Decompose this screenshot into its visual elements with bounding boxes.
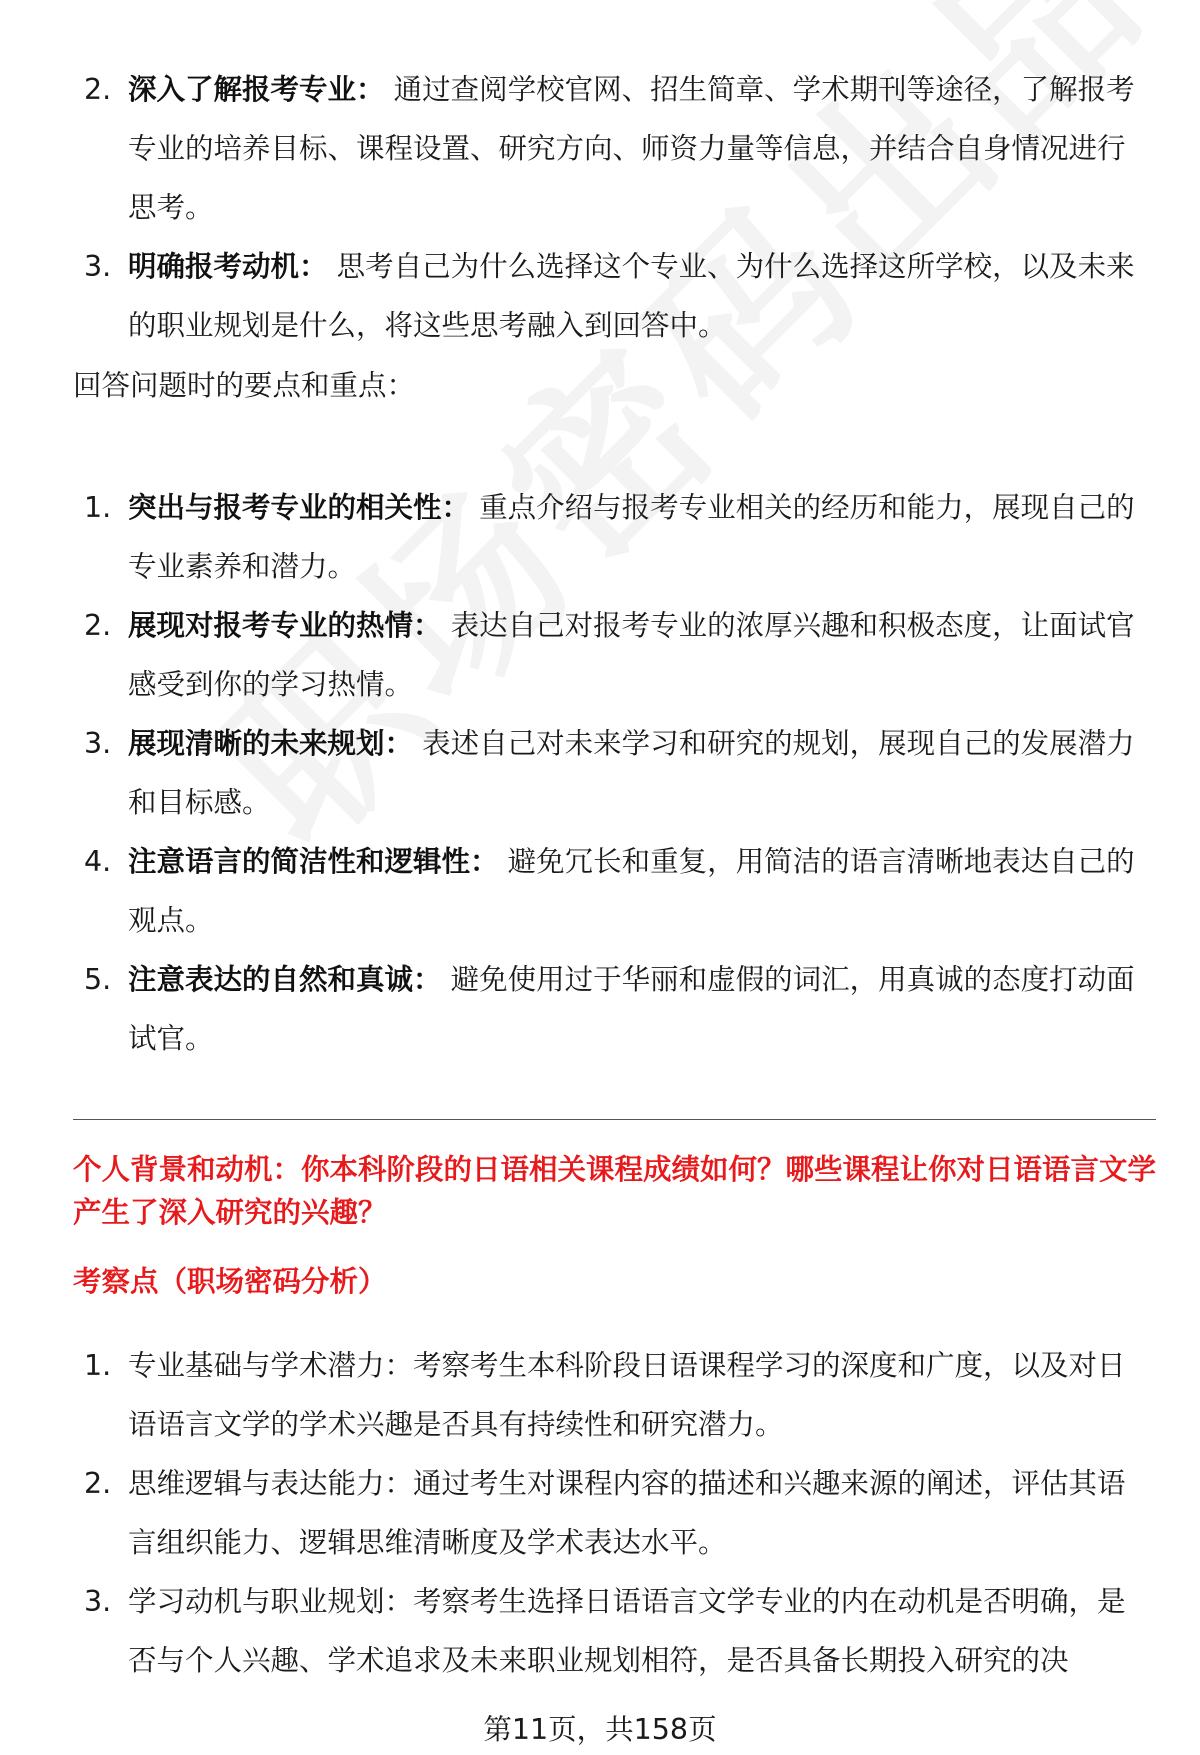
- section-heading: 回答问题时的要点和重点：: [73, 369, 416, 402]
- list-number: 1.: [84, 1349, 112, 1382]
- list-term: 展现清晰的未来规划：: [128, 727, 414, 760]
- assessment-points-list: [0, 1336, 1200, 1690]
- list-number: 2.: [84, 1467, 112, 1500]
- list-item: [0, 832, 1200, 950]
- list-number: 5.: [84, 963, 112, 996]
- list-item: [0, 237, 1200, 355]
- list-item: [0, 1336, 1200, 1454]
- section-divider: [73, 1119, 1156, 1120]
- list-number: 2.: [84, 609, 112, 642]
- list-text: 表达自己对报考专业的浓厚兴趣和积极态度，让面试官感受到你的学习热情。: [128, 609, 1135, 701]
- list-item: [0, 1572, 1200, 1690]
- list-number: 3.: [84, 1585, 112, 1618]
- list-term: 明确报考动机：: [128, 250, 328, 283]
- list-number: 3.: [84, 250, 112, 283]
- list-item: [0, 1454, 1200, 1572]
- list-term: 注意表达的自然和真诚：: [128, 963, 442, 996]
- list-term: 展现对报考专业的热情：: [128, 609, 442, 642]
- list-text: 专业基础与学术潜力：考察考生本科阶段日语课程学习的深度和广度，以及对日语语言文学的学术兴趣是否具有持续性和研究潜力。: [128, 1349, 1126, 1441]
- list-item: [0, 60, 1200, 237]
- list-item: [0, 714, 1200, 832]
- list-number: 4.: [84, 845, 112, 878]
- page-footer: 第11页，共158页: [483, 1713, 717, 1746]
- list-text: 表述自己对未来学习和研究的规划，展现自己的发展潜力和目标感。: [128, 727, 1135, 819]
- list-number: 1.: [84, 491, 112, 524]
- list-text: 学习动机与职业规划：考察考生选择日语语言文学专业的内在动机是否明确，是否与个人兴趣、学术追求及未来职业规划相符，是否具备长期投入研究的决: [128, 1585, 1126, 1677]
- list-text: 避免使用过于华丽和虚假的词汇，用真诚的态度打动面试官。: [128, 963, 1135, 1055]
- list-number: 3.: [84, 727, 112, 760]
- list-term: 深入了解报考专业：: [128, 73, 385, 106]
- list-item: [0, 596, 1200, 714]
- list-text: 通过查阅学校官网、招生简章、学术期刊等途径，了解报考专业的培养目标、课程设置、研究方向、师资力量等信息，并结合自身情况进行思考。: [128, 73, 1135, 224]
- list-item: [0, 478, 1200, 596]
- list-text: 避免冗长和重复，用简洁的语言清晰地表达自己的观点。: [128, 845, 1135, 937]
- list-term: 突出与报考专业的相关性：: [128, 491, 471, 524]
- considerations-list: [0, 60, 1200, 355]
- list-text: 思维逻辑与表达能力：通过考生对课程内容的描述和兴趣来源的阐述，评估其语言组织能力、逻辑思维清晰度及学术表达水平。: [128, 1467, 1126, 1559]
- key-points-list: [0, 478, 1200, 1068]
- list-text: 思考自己为什么选择这个专业、为什么选择这所学校，以及未来的职业规划是什么，将这些思考融入到回答中。: [128, 250, 1135, 342]
- list-term: 注意语言的简洁性和逻辑性：: [128, 845, 499, 878]
- list-number: 2.: [84, 73, 112, 106]
- list-item: [0, 950, 1200, 1068]
- interview-question: 个人背景和动机：你本科阶段的日语相关课程成绩如何？哪些课程让你对日语语言文学产生了深入研究的兴趣？: [73, 1153, 1157, 1229]
- list-text: 重点介绍与报考专业相关的经历和能力，展现自己的专业素养和潜力。: [128, 491, 1135, 583]
- assessment-heading: 考察点（职场密码分析）: [73, 1265, 387, 1298]
